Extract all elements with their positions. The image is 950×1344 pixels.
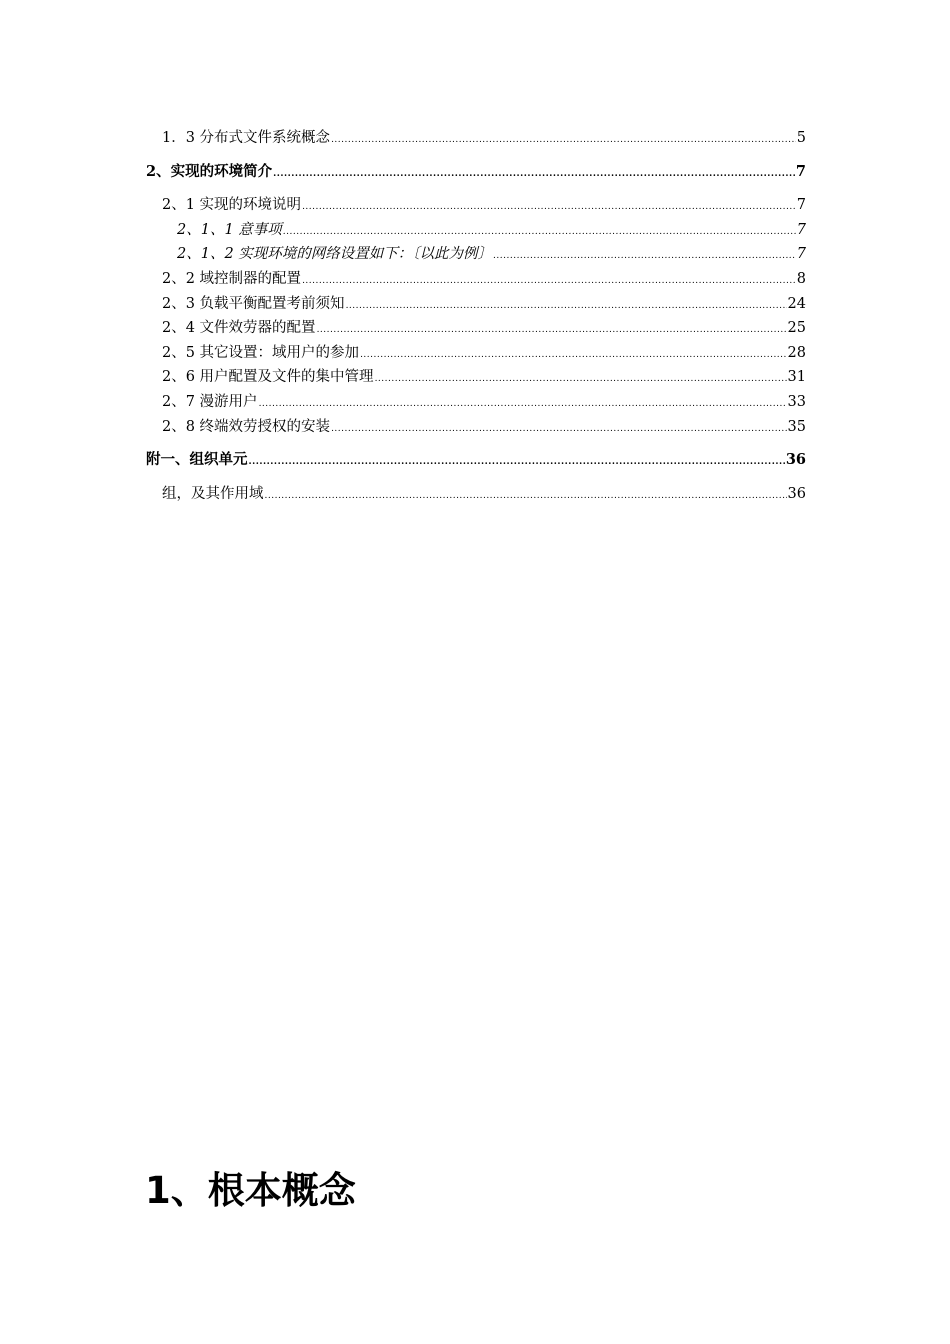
toc-leader-dots <box>331 128 796 153</box>
toc-entry-label: 2、实现的环境简介 <box>146 162 273 180</box>
toc-entry[interactable] <box>146 292 806 317</box>
toc-leader-dots <box>249 450 785 475</box>
toc-entry-page: 8 <box>796 270 806 287</box>
toc-entry-label: 2、6 用户配置及文件的集中管理 <box>162 369 374 386</box>
toc-entry-label: 2、1、2 实现环境的网络设置如下：〔以此为例〕 <box>177 246 493 263</box>
toc-entry[interactable] <box>146 160 806 185</box>
toc-leader-dots <box>375 367 787 392</box>
toc-leader-dots <box>273 162 795 187</box>
toc-entry-label: 附一、组织单元 <box>146 451 248 469</box>
toc-entry[interactable] <box>146 365 806 390</box>
toc-leader-dots <box>331 417 786 442</box>
toc-entry-page: 7 <box>796 246 806 263</box>
toc-entry-page: 35 <box>787 418 806 435</box>
table-of-contents <box>146 126 806 506</box>
toc-entry-label: 2、8 终端效劳授权的安装 <box>162 418 331 435</box>
toc-entry-page: 33 <box>787 393 806 410</box>
toc-leader-dots <box>360 343 786 368</box>
toc-leader-dots <box>346 294 787 319</box>
toc-entry[interactable] <box>146 482 806 507</box>
section-heading: 1、根本概念 <box>145 1169 356 1212</box>
toc-entry[interactable] <box>146 218 806 243</box>
toc-entry[interactable] <box>146 341 806 366</box>
toc-entry-page: 7 <box>796 197 806 214</box>
toc-entry[interactable] <box>146 448 806 473</box>
toc-leader-dots <box>493 244 796 269</box>
toc-entry-page: 36 <box>785 451 806 469</box>
toc-leader-dots <box>317 318 787 343</box>
toc-leader-dots <box>265 484 787 509</box>
toc-leader-dots <box>259 392 787 417</box>
toc-leader-dots <box>302 269 796 294</box>
toc-entry[interactable] <box>146 267 806 292</box>
toc-entry-page: 24 <box>787 295 806 312</box>
toc-entry-page: 5 <box>796 130 806 146</box>
toc-entry[interactable] <box>146 242 806 267</box>
toc-leader-dots <box>302 195 796 220</box>
toc-entry-page: 25 <box>787 320 806 337</box>
toc-entry-page: 7 <box>795 162 806 180</box>
toc-entry[interactable] <box>146 193 806 218</box>
toc-entry-page: 7 <box>796 221 806 238</box>
toc-entry[interactable] <box>146 316 806 341</box>
toc-entry-label: 2、3 负载平衡配置考前须知 <box>162 295 345 312</box>
toc-entry-label: 2、7 漫游用户 <box>162 393 258 410</box>
toc-entry[interactable] <box>146 415 806 440</box>
toc-entry-label: 2、4 文件效劳器的配置 <box>162 320 316 337</box>
toc-entry-label: 组，及其作用域 <box>162 485 264 502</box>
toc-entry[interactable] <box>146 126 806 151</box>
toc-entry-label: 2、5 其它设置：域用户的参加 <box>162 344 360 361</box>
toc-entry-label: 2、2 域控制器的配置 <box>162 270 302 287</box>
toc-entry-page: 36 <box>787 485 806 502</box>
toc-entry-page: 28 <box>787 344 806 361</box>
toc-entry-label: 1．3 分布式文件系统概念 <box>162 130 331 146</box>
toc-entry[interactable] <box>146 390 806 415</box>
toc-entry-page: 31 <box>787 369 806 386</box>
toc-entry-label: 2、1、1 意事项 <box>177 221 282 238</box>
toc-leader-dots <box>283 220 796 245</box>
toc-entry-label: 2、1 实现的环境说明 <box>162 197 302 214</box>
